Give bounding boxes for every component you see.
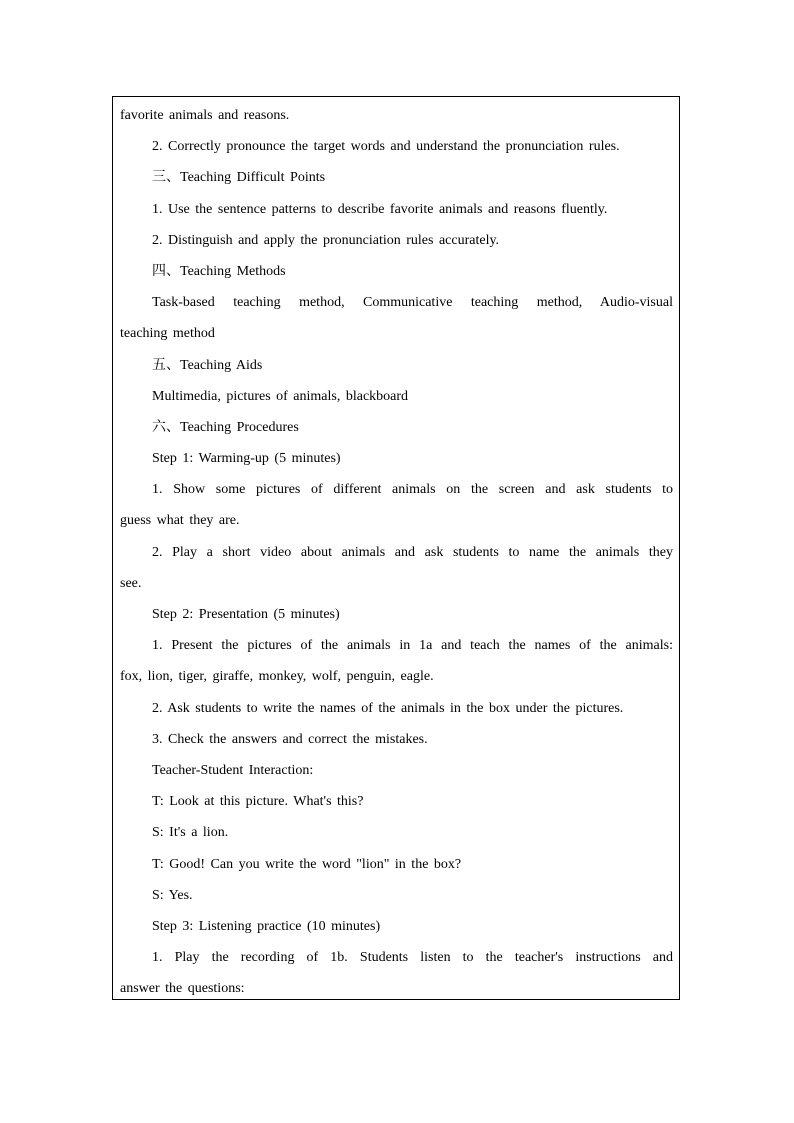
step-1-item-2-line-1: 2. Play a short video about animals and ask students to name the animals they [152, 544, 673, 560]
step-1-heading: Step 1: Warming-up (5 minutes) [152, 451, 341, 467]
step-1-item-2-line-2: see. [120, 575, 142, 591]
aids-text: Multimedia, pictures of animals, blackboard [152, 388, 409, 404]
step-2-heading: Step 2: Presentation (5 minutes) [152, 607, 340, 622]
step-2-item-1-line-2: fox, lion, tiger, giraffe, monkey, wolf, penguin, eagle. [120, 669, 434, 685]
step-1-item-1-line-1: 1. Show some pictures of different animals on the screen and ask students to [152, 482, 673, 498]
step-3-item-1-line-2: answer the questions: [120, 981, 245, 997]
step-3-heading: Step 3: Listening practice (10 minutes) [152, 918, 381, 934]
step-3-item-1-line-1: 1. Play the recording of 1b. Students listen to the teacher's instructions and [152, 950, 673, 966]
section-heading-procedures: 六、Teaching Procedures [152, 419, 299, 435]
dialogue-line-3: T: Good! Can you write the word "lion" in the box? [152, 856, 462, 872]
step-2-item-3: 3. Check the answers and correct the mistakes. [152, 731, 428, 747]
section-heading-difficult-points: 三、Teaching Difficult Points [152, 170, 326, 186]
dialogue-line-4: S: Yes. [152, 887, 193, 903]
step-2-item-2: 2. Ask students to write the names of the animals in the box under the pictures. [152, 700, 624, 716]
step-2-item-1-line-1: 1. Present the pictures of the animals in 1a and teach the names of the animals: [152, 638, 673, 654]
section-heading-methods: 四、Teaching Methods [152, 263, 286, 279]
methods-text-line-2: teaching method [120, 326, 215, 342]
document-body [120, 100, 673, 1004]
difficult-point-1: 1. Use the sentence patterns to describe favorite animals and reasons fluently. [152, 201, 608, 217]
objective-item-2: 2. Correctly pronounce the target words and understand the pronunciation rules. [152, 139, 620, 155]
dialogue-line-1: T: Look at this picture. What's this? [152, 794, 364, 810]
document-table-cell [112, 96, 680, 1000]
dialogue-line-2: S: It's a lion. [152, 825, 229, 841]
section-heading-aids: 五、Teaching Aids [152, 357, 263, 373]
methods-text-line-1: Task-based teaching method, Communicative teaching method, Audio-visual [152, 295, 673, 311]
difficult-point-2: 2. Distinguish and apply the pronunciation rules accurately. [152, 232, 500, 248]
text-line-continuation: favorite animals and reasons. [120, 108, 290, 123]
step-1-item-1-line-2: guess what they are. [120, 513, 240, 529]
interaction-heading: Teacher-Student Interaction: [152, 762, 314, 778]
